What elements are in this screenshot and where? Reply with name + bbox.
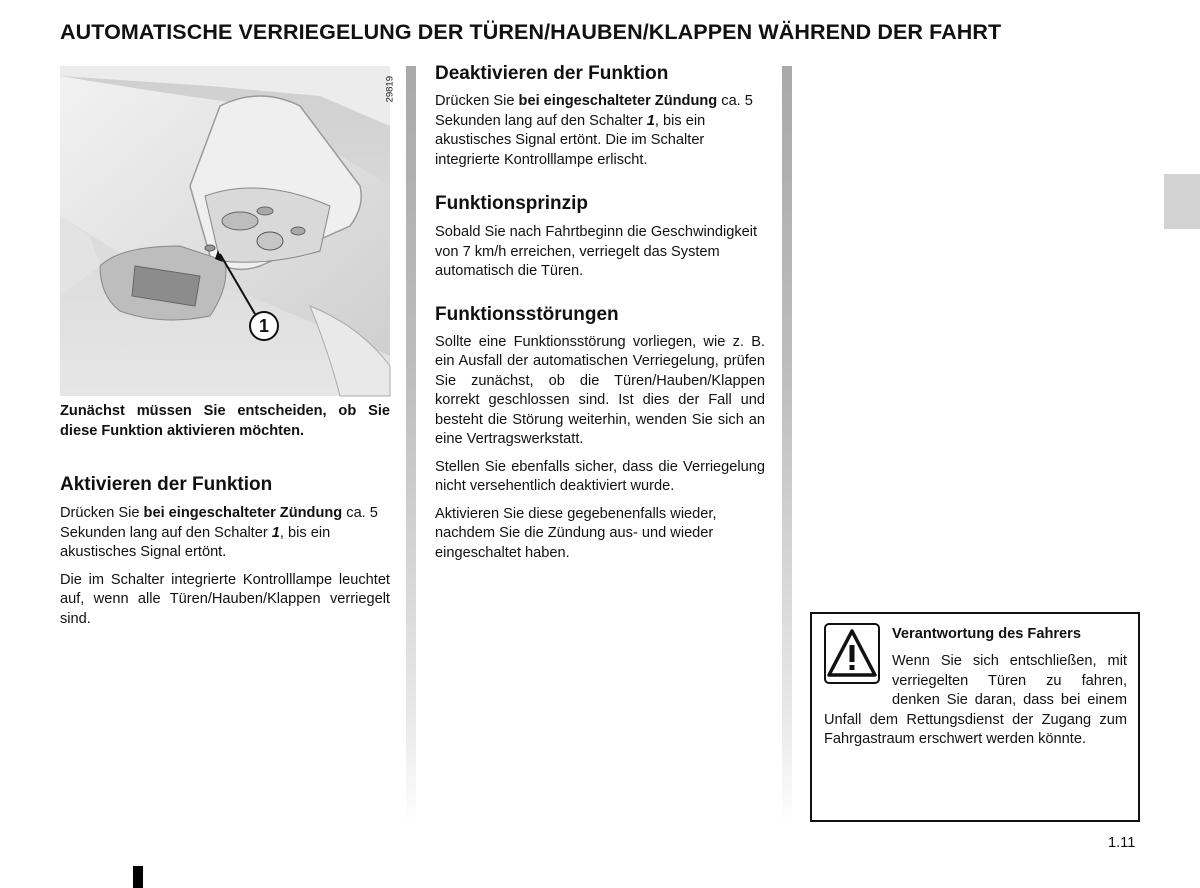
heading-faults: Funktionsstörungen [435, 303, 619, 325]
faults-paragraph-3: Aktivieren Sie diese gegebenenfalls wieder, nachdem Sie die Zündung aus- und wieder eingeschaltet haben. [435, 505, 717, 561]
callout-number: 1 [249, 311, 279, 341]
warning-box [810, 612, 1140, 822]
page-title: AUTOMATISCHE VERRIEGELUNG DER TÜREN/HAUBEN/KLAPPEN WÄHREND DER FAHRT [60, 20, 1002, 44]
warning-text-wrap [824, 652, 1127, 750]
page-number: 1.11 [1108, 835, 1136, 851]
page-marker [133, 866, 143, 888]
figure-number: 29819 [384, 76, 395, 103]
column-divider-left [406, 66, 416, 826]
overhead-console-illustration [60, 66, 395, 396]
deactivate-paragraph-1: Drücken Sie bei eingeschalteter Zündung ca. 5 Sekunden lang auf den Schalter 1, bis ein akustisches Signal ertönt. Die im Schalter integrierte Kontrolllampe erlischt. [435, 93, 753, 168]
chapter-tab [1164, 174, 1200, 229]
column-left [60, 402, 390, 629]
column-middle [435, 62, 765, 563]
activate-paragraph-2: Die im Schalter integrierte Kontrolllampe leuchtet auf, wenn alle Türen/Hauben/Klappen verriegelt sind. [60, 571, 390, 627]
activate-paragraph-1: Drücken Sie bei eingeschalteter Zündung ca. 5 Sekunden lang auf den Schalter 1, bis ein akustisches Signal ertönt. [60, 505, 378, 560]
principle-paragraph-1: Sobald Sie nach Fahrtbeginn die Geschwindigkeit von 7 km/h erreichen, verriegelt das System automatisch die Türen. [435, 224, 758, 279]
faults-paragraph-1: Sollte eine Funktionsstörung vorliegen, wie z. B. ein Ausfall der automatischen Verriegelung, prüfen Sie zunächst, ob die Türen/Hauben/Klappen korrekt geschlossen sind. Ist dies der Fall und besteht die Störung weiterhin, wenden Sie sich an eine Vertragswerkstatt. [435, 333, 765, 447]
faults-paragraph-2: Stellen Sie ebenfalls sicher, dass die Verriegelung nicht versehentlich deaktiviert wurde. [435, 458, 765, 494]
heading-activate: Aktivieren der Funktion [60, 474, 273, 495]
warning-title: Verantwortung des Fahrers [892, 626, 1081, 642]
figure-caption: Zunächst müssen Sie entscheiden, ob Sie diese Funktion aktivieren möchten. [60, 403, 390, 439]
overhead-console-drawing [60, 66, 390, 396]
heading-principle: Funktionsprinzip [435, 193, 589, 214]
column-divider-right [782, 66, 792, 826]
warning-text: Wenn Sie sich entschließen, mit verriegelten Türen zu fahren, denken Sie daran, dass bei einem Unfall dem Rettungsdienst der Zugang zum Fahrgastraum erschwert werden könnte. [824, 653, 1127, 747]
heading-deactivate: Deaktivieren der Funktion [435, 63, 669, 84]
